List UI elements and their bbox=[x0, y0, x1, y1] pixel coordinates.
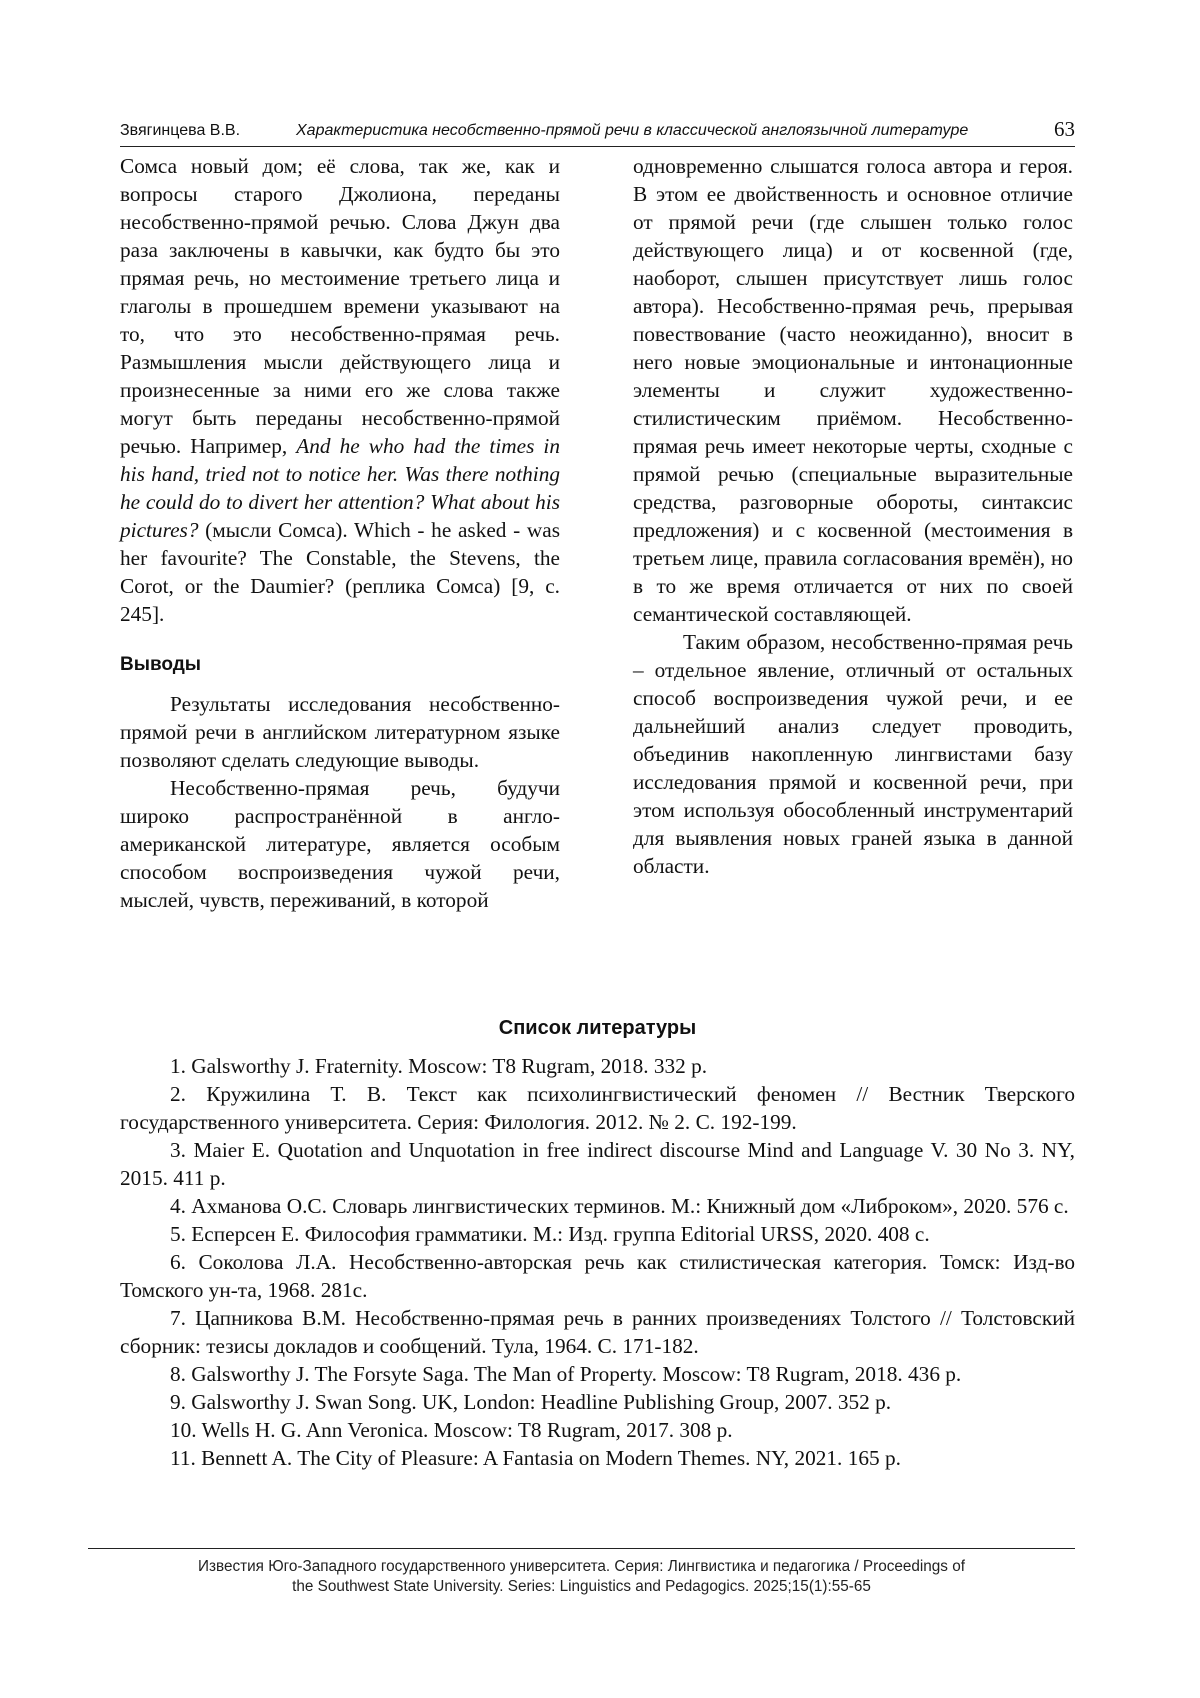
quoted-example: And he who had the times in his hand, tried not to notice her. Was there nothing he could do to divert her attention? What about his pictures? bbox=[120, 434, 560, 542]
left-paragraph-2: Результаты исследования несобственно-прямой речи в английском литературном языке позволяют сделать следующие выводы. bbox=[120, 692, 560, 772]
right-column bbox=[633, 152, 1073, 880]
left-column bbox=[120, 152, 560, 914]
reference-item: 7. Цапникова В.М. Несобственно-прямая речь в ранних произведениях Толстого // Толстовский сборник: тезисы докладов и сообщений. Тула, 1964. С. 171-182. bbox=[120, 1306, 1075, 1358]
footer-line-2: the Southwest State University. Series: Linguistics and Pedagogics. 2025;15(1):55-65 bbox=[292, 1578, 871, 1595]
running-header bbox=[120, 112, 1075, 147]
page-number: 63 bbox=[1054, 117, 1075, 141]
left-paragraph-1-text-a: Сомса новый дом; её слова, так же, как и вопросы старого Джолиона, переданы несобственно-прямой речью. Слова Джун два раза заключены в кавычки, как будто бы это прямая речь, но местоимение третьего лица и глаголы в прошедшем времени указывают на то, что это несобственно-прямая речь. Размышления мысли действующего лица и произнесенные за ними его же слова также могут быть переданы несобственно-прямой речью. Например, bbox=[120, 154, 560, 458]
journal-footer bbox=[88, 1548, 1075, 1597]
conclusions-heading: Выводы bbox=[120, 654, 202, 675]
reference-item: 4. Ахманова О.С. Словарь лингвистических терминов. М.: Книжный дом «Либроком», 2020. 576 с. bbox=[170, 1194, 1069, 1218]
header-author: Звягинцева В.В. bbox=[120, 122, 241, 139]
footer-line-1: Известия Юго-Западного государственного университета. Серия: Лингвистика и педагогика / Proceedings of bbox=[198, 1558, 965, 1575]
right-paragraph-1: одновременно слышатся голоса автора и героя. В этом ее двойственность и основное отличие от прямой речи (где слышен только голос действующего лица) и от косвенной (где, наоборот, слышен присутствует лишь голос автора). Несобственно-прямая речь, прерывая повествование (часто неожиданно), вносит в него новые эмоциональные и интонационные элементы и служит художественно-стилистическим приёмом. Несобственно-прямая речь имеет некоторые черты, сходные с прямой речью (специальные выразительные средства, разговорные обороты, синтаксис предложения) и с косвенной (местоимения в третьем лице, правила согласования времён), но в то же время отличается от них по своей семантической составляющей. bbox=[633, 154, 1073, 626]
right-paragraph-2: Таким образом, несобственно-прямая речь – отдельное явление, отличный от остальных способ воспроизведения чужой речи, и ее дальнейший анализ следует проводить, объединив накопленную лингвистами базу исследования прямой и косвенной речи, при этом используя обособленный инструментарий для выявления новых граней языка в данной области. bbox=[633, 630, 1073, 878]
reference-item: 3. Maier E. Quotation and Unquotation in free indirect discourse Mind and Language V. 30 No 3. NY, 2015. 411 p. bbox=[120, 1138, 1075, 1190]
reference-item: 5. Есперсен Е. Философия грамматики. М.: Изд. группа Editorial URSS, 2020. 408 с. bbox=[170, 1222, 930, 1246]
reference-item: 11. Bennett A. The City of Pleasure: A Fantasia on Modern Themes. NY, 2021. 165 p. bbox=[170, 1446, 901, 1470]
left-paragraph-1 bbox=[120, 152, 560, 628]
references-section bbox=[120, 1016, 1075, 1472]
left-paragraph-3: Несобственно-прямая речь, будучи широко распространённой в англо-американской литературе, является особым способом воспроизведения чужой речи, мыслей, чувств, переживаний, в которой bbox=[120, 776, 560, 912]
reference-item: 1. Galsworthy J. Fraternity. Moscow: T8 Rugram, 2018. 332 p. bbox=[170, 1054, 708, 1078]
reference-item: 10. Wells H. G. Ann Veronica. Moscow: T8 Rugram, 2017. 308 p. bbox=[170, 1418, 733, 1442]
left-paragraph-1-text-b: (мысли Сомса). Which - he asked - was her favourite? The Constable, the Stevens, the Corot, or the Daumier? (реплика Сомса) [9, с. 245]. bbox=[120, 518, 560, 626]
header-title: Характеристика несобственно-прямой речи в классической англоязычной литературе bbox=[296, 122, 969, 139]
reference-item: 9. Galsworthy J. Swan Song. UK, London: Headline Publishing Group, 2007. 352 p. bbox=[170, 1390, 892, 1414]
references-heading: Список литературы bbox=[498, 1017, 697, 1039]
references-list bbox=[120, 1052, 1075, 1472]
reference-item: 6. Соколова Л.А. Несобственно-авторская речь как стилистическая категория. Томск: Изд-во Томского ун-та, 1968. 281с. bbox=[120, 1250, 1075, 1302]
reference-item: 8. Galsworthy J. The Forsyte Saga. The Man of Property. Moscow: T8 Rugram, 2018. 436 p. bbox=[170, 1362, 962, 1386]
reference-item: 2. Кружилина Т. В. Текст как психолингвистический феномен // Вестник Тверского государственного университета. Серия: Филология. 2012. № 2. С. 192-199. bbox=[120, 1082, 1075, 1134]
